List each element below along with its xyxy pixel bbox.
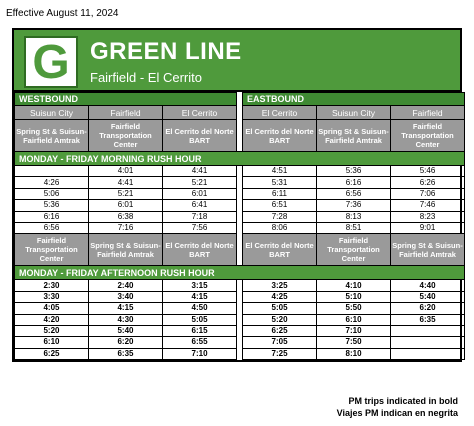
time-cell: 8:51	[317, 222, 391, 233]
stop-header-cell: El Cerrito del Norte BART	[243, 120, 317, 152]
time-row	[15, 314, 465, 325]
section-title: MONDAY - FRIDAY AFTERNOON RUSH HOUR	[15, 266, 465, 280]
time-cell: 5:40	[391, 291, 465, 302]
time-cell: 6:41	[163, 200, 237, 211]
time-row	[15, 337, 465, 348]
stop-header-cell: Spring St & Suisun-Fairfield Amtrak	[89, 234, 163, 266]
time-cell: 6:35	[89, 348, 163, 359]
route-name: GREEN LINE	[90, 38, 242, 65]
time-cell: 7:18	[163, 211, 237, 222]
time-cell: 3:25	[243, 280, 317, 291]
time-cell: 5:36	[317, 166, 391, 177]
direction-row	[15, 93, 465, 106]
time-cell: 4:30	[89, 314, 163, 325]
time-cell: 7:16	[89, 222, 163, 233]
time-cell: 4:01	[89, 166, 163, 177]
time-cell: 7:10	[163, 348, 237, 359]
time-cell: 3:40	[89, 291, 163, 302]
section-title-row	[15, 152, 465, 166]
city-header-cell: Suisun City	[317, 106, 391, 120]
city-header-cell: Fairfield	[89, 106, 163, 120]
time-cell: 6:56	[15, 222, 89, 233]
time-cell: 5:50	[317, 303, 391, 314]
time-cell: 8:06	[243, 222, 317, 233]
stop-header-row	[15, 234, 465, 266]
pm-note-english: PM trips indicated in bold	[348, 396, 458, 406]
time-cell: 8:10	[317, 348, 391, 359]
time-row	[15, 303, 465, 314]
time-cell: 5:06	[15, 188, 89, 199]
time-cell: 7:50	[317, 337, 391, 348]
route-subtitle: Fairfield - El Cerrito	[90, 70, 202, 85]
time-cell: 5:21	[163, 177, 237, 188]
time-row	[15, 166, 465, 177]
time-row	[15, 177, 465, 188]
time-row	[15, 325, 465, 336]
stop-header-cell: Fairfield Transportation Center	[391, 120, 465, 152]
time-cell: 5:21	[89, 188, 163, 199]
time-cell: 7:25	[243, 348, 317, 359]
time-cell: 6:20	[391, 303, 465, 314]
section-title-row	[15, 266, 465, 280]
time-cell: 6:01	[163, 188, 237, 199]
stop-header-row	[15, 120, 465, 152]
stop-header-cell: El Cerrito del Norte BART	[163, 120, 237, 152]
time-cell: 5:05	[243, 303, 317, 314]
time-cell: 5:46	[391, 166, 465, 177]
time-cell	[391, 337, 465, 348]
section-title: MONDAY - FRIDAY MORNING RUSH HOUR	[15, 152, 465, 166]
time-cell: 7:28	[243, 211, 317, 222]
city-header-cell: El Cerrito	[243, 106, 317, 120]
time-cell: 4:15	[163, 291, 237, 302]
time-row	[15, 200, 465, 211]
time-cell: 6:35	[391, 314, 465, 325]
time-cell: 4:15	[89, 303, 163, 314]
time-cell: 6:25	[15, 348, 89, 359]
time-cell: 4:51	[243, 166, 317, 177]
time-cell: 6:56	[317, 188, 391, 199]
time-cell: 6:51	[243, 200, 317, 211]
time-cell: 6:11	[243, 188, 317, 199]
stop-header-cell: Fairfield Transportation Center	[89, 120, 163, 152]
stop-header-cell: El Cerrito del Norte BART	[163, 234, 237, 266]
time-cell: 5:31	[243, 177, 317, 188]
city-header-cell: Fairfield	[391, 106, 465, 120]
time-cell	[15, 166, 89, 177]
time-cell: 3:30	[15, 291, 89, 302]
time-cell: 5:20	[15, 325, 89, 336]
time-cell: 6:16	[317, 177, 391, 188]
route-header	[14, 30, 460, 92]
time-cell: 4:25	[243, 291, 317, 302]
time-cell: 7:05	[243, 337, 317, 348]
time-cell: 6:20	[89, 337, 163, 348]
time-row	[15, 211, 465, 222]
schedule-sheet	[12, 28, 462, 362]
time-cell: 4:05	[15, 303, 89, 314]
timetable	[14, 92, 465, 360]
time-cell	[391, 348, 465, 359]
time-cell: 7:56	[163, 222, 237, 233]
time-cell: 4:50	[163, 303, 237, 314]
pm-note-spanish: Viajes PM indican en negrita	[336, 408, 458, 418]
effective-date: Effective August 11, 2024	[6, 8, 119, 19]
time-cell: 4:20	[15, 314, 89, 325]
time-row	[15, 222, 465, 233]
time-cell: 6:01	[89, 200, 163, 211]
stop-header-cell: Fairfield Transportation Center	[15, 234, 89, 266]
time-row	[15, 348, 465, 359]
time-row	[15, 280, 465, 291]
time-cell: 6:25	[243, 325, 317, 336]
time-cell: 4:10	[317, 280, 391, 291]
time-cell: 9:01	[391, 222, 465, 233]
stop-header-cell: El Cerrito del Norte BART	[243, 234, 317, 266]
time-cell: 5:36	[15, 200, 89, 211]
time-cell: 5:10	[317, 291, 391, 302]
city-header-cell: El Cerrito	[163, 106, 237, 120]
time-cell: 6:15	[163, 325, 237, 336]
eastbound-label: EASTBOUND	[243, 93, 465, 106]
time-row	[15, 291, 465, 302]
time-cell: 3:15	[163, 280, 237, 291]
stop-header-cell: Spring St & Suisun-Fairfield Amtrak	[391, 234, 465, 266]
time-cell: 6:26	[391, 177, 465, 188]
time-row	[15, 188, 465, 199]
route-letter-badge	[24, 36, 78, 88]
time-cell	[391, 325, 465, 336]
time-cell: 5:05	[163, 314, 237, 325]
time-cell: 8:13	[317, 211, 391, 222]
stop-header-cell: Fairfield Transportation Center	[317, 234, 391, 266]
westbound-label: WESTBOUND	[15, 93, 237, 106]
time-cell: 5:40	[89, 325, 163, 336]
time-cell: 4:41	[163, 166, 237, 177]
time-cell: 6:10	[15, 337, 89, 348]
time-cell: 8:23	[391, 211, 465, 222]
city-header-row	[15, 106, 465, 120]
stop-header-cell: Spring St & Suisun-Fairfield Amtrak	[15, 120, 89, 152]
time-cell: 2:40	[89, 280, 163, 291]
time-cell: 7:46	[391, 200, 465, 211]
time-cell: 7:10	[317, 325, 391, 336]
time-cell: 2:30	[15, 280, 89, 291]
route-letter: G	[32, 36, 70, 89]
time-cell: 4:40	[391, 280, 465, 291]
time-cell: 5:20	[243, 314, 317, 325]
city-header-cell: Suisun City	[15, 106, 89, 120]
stop-header-cell: Spring St & Suisun-Fairfield Amtrak	[317, 120, 391, 152]
time-cell: 6:38	[89, 211, 163, 222]
time-cell: 6:16	[15, 211, 89, 222]
time-cell: 4:41	[89, 177, 163, 188]
time-cell: 7:06	[391, 188, 465, 199]
time-cell: 7:36	[317, 200, 391, 211]
time-cell: 6:55	[163, 337, 237, 348]
time-cell: 6:10	[317, 314, 391, 325]
time-cell: 4:26	[15, 177, 89, 188]
